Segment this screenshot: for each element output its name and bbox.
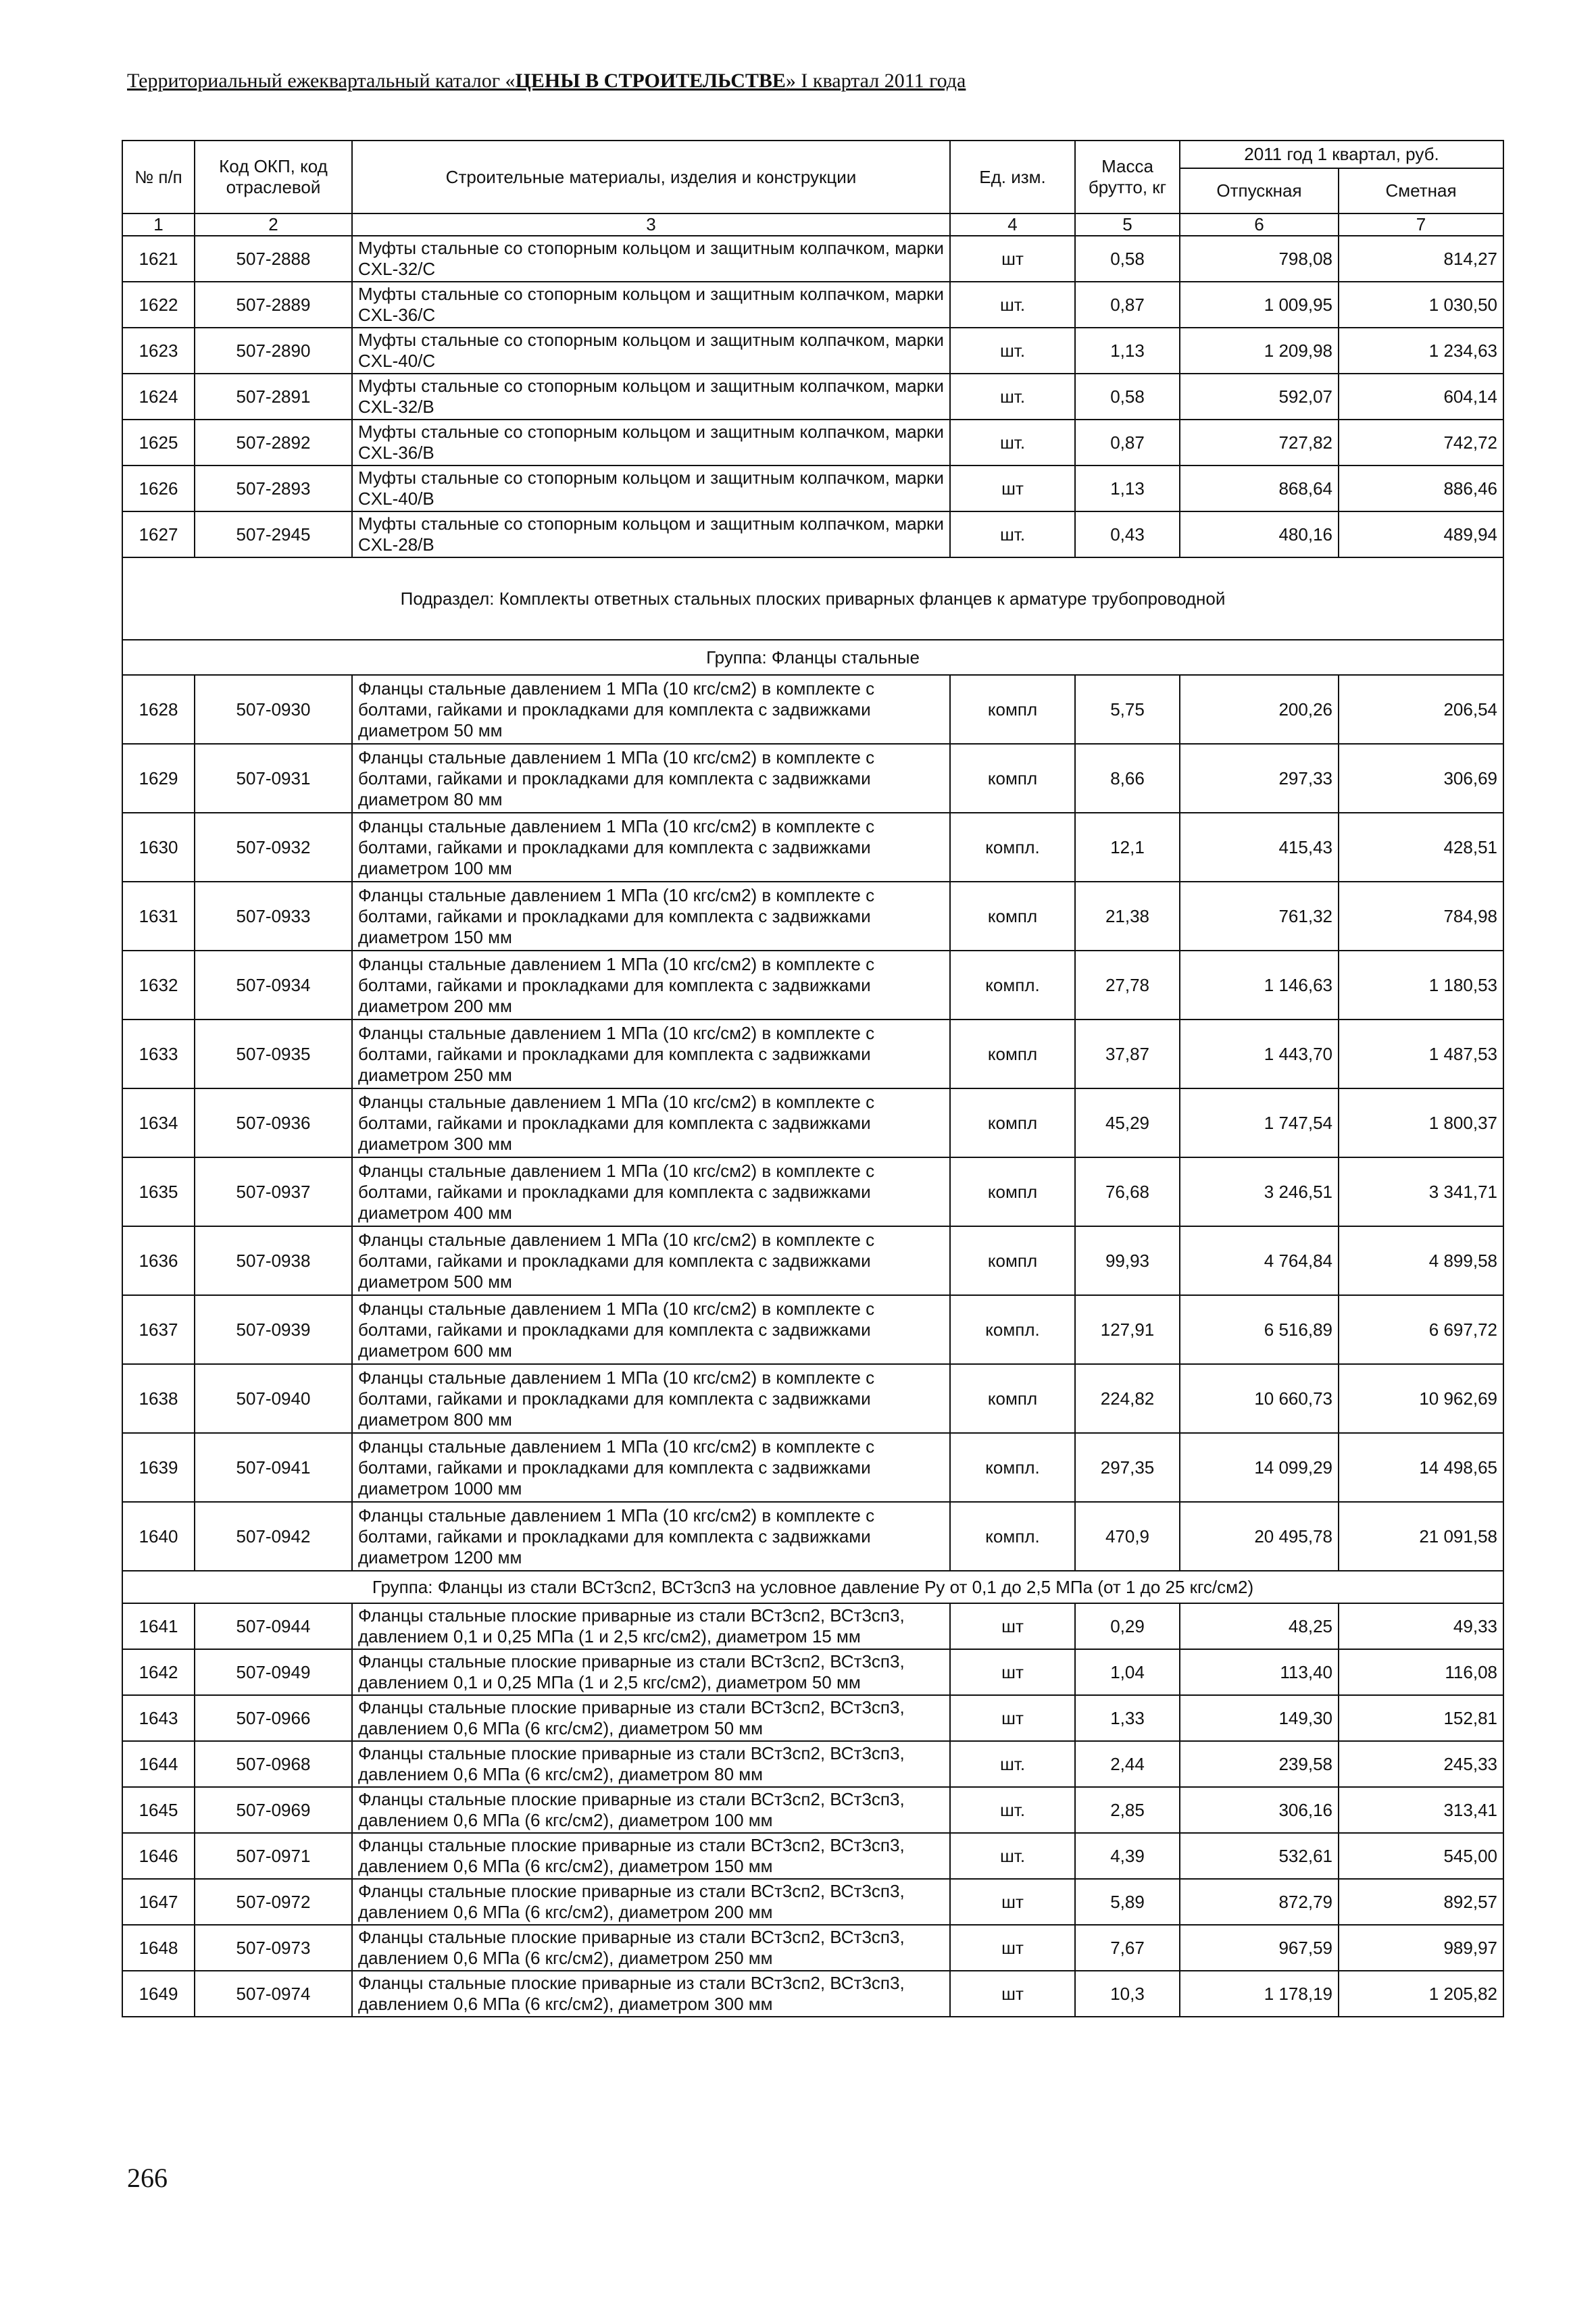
- estimate-price: 1 800,37: [1339, 1088, 1503, 1157]
- gross-mass: 21,38: [1075, 882, 1180, 951]
- product-name: Фланцы стальные плоские приварные из стали ВСт3сп2, ВСт3сп3, давлением 0,1 и 0,25 МПа (1 и 2,5 кгс/см2), диаметром 15 мм: [352, 1603, 950, 1649]
- table-row: [122, 744, 1503, 813]
- gross-mass: 76,68: [1075, 1157, 1180, 1226]
- col-header-mass: Масса брутто, кг: [1075, 141, 1180, 213]
- gross-mass: 45,29: [1075, 1088, 1180, 1157]
- product-name: Муфты стальные со стопорным кольцом и защитным колпачком, марки CXL-28/B: [352, 511, 950, 557]
- product-name: Фланцы стальные плоские приварные из стали ВСт3сп2, ВСт3сп3, давлением 0,6 МПа (6 кгс/см2), диаметром 80 мм: [352, 1741, 950, 1787]
- gross-mass: 0,87: [1075, 282, 1180, 328]
- gross-mass: 1,04: [1075, 1649, 1180, 1695]
- row-number: 1628: [122, 675, 195, 744]
- estimate-price: 6 697,72: [1339, 1295, 1503, 1364]
- unit: компл.: [950, 1295, 1075, 1364]
- unit: компл.: [950, 1433, 1075, 1502]
- product-name: Фланцы стальные давлением 1 МПа (10 кгс/см2) в комплекте с болтами, гайками и прокладками для комплекта с задвижками диаметром 150 мм: [352, 882, 950, 951]
- product-code: 507-2892: [195, 420, 352, 466]
- group-title-row: [122, 640, 1503, 675]
- col-header-name: Строительные материалы, изделия и конструкции: [352, 141, 950, 213]
- product-code: 507-0942: [195, 1502, 352, 1571]
- gross-mass: 1,13: [1075, 328, 1180, 374]
- estimate-price: 313,41: [1339, 1787, 1503, 1833]
- estimate-price: 245,33: [1339, 1741, 1503, 1787]
- row-number: 1621: [122, 236, 195, 282]
- group-title-2: Группа: Фланцы из стали ВСт3сп2, ВСт3сп3 на условное давление Ру от 0,1 до 2,5 МПа (от 1 до 25 кгс/см2): [122, 1571, 1503, 1603]
- header-title: ЦЕНЫ В СТРОИТЕЛЬСТВЕ: [515, 70, 786, 92]
- unit: шт: [950, 236, 1075, 282]
- gross-mass: 37,87: [1075, 1020, 1180, 1088]
- header-row: [122, 141, 1503, 168]
- estimate-price: 116,08: [1339, 1649, 1503, 1695]
- table-row: [122, 466, 1503, 511]
- unit: шт.: [950, 374, 1075, 420]
- col-header-period: 2011 год 1 квартал, руб.: [1180, 141, 1503, 168]
- product-code: 507-0934: [195, 951, 352, 1020]
- product-name: Муфты стальные со стопорным кольцом и защитным колпачком, марки CXL-36/C: [352, 282, 950, 328]
- gross-mass: 99,93: [1075, 1226, 1180, 1295]
- estimate-price: 152,81: [1339, 1695, 1503, 1741]
- row-number: 1637: [122, 1295, 195, 1364]
- unit: компл.: [950, 1502, 1075, 1571]
- table-row: [122, 1741, 1503, 1787]
- release-price: 480,16: [1180, 511, 1339, 557]
- gross-mass: 7,67: [1075, 1925, 1180, 1971]
- row-number: 1647: [122, 1879, 195, 1925]
- product-name: Фланцы стальные давлением 1 МПа (10 кгс/см2) в комплекте с болтами, гайками и прокладками для комплекта с задвижками диаметром 80 мм: [352, 744, 950, 813]
- col-index-7: 7: [1339, 213, 1503, 236]
- table-row: [122, 951, 1503, 1020]
- gross-mass: 4,39: [1075, 1833, 1180, 1879]
- row-number: 1646: [122, 1833, 195, 1879]
- estimate-price: 4 899,58: [1339, 1226, 1503, 1295]
- row-number: 1641: [122, 1603, 195, 1649]
- gross-mass: 0,29: [1075, 1603, 1180, 1649]
- unit: компл: [950, 1226, 1075, 1295]
- table-row: [122, 1295, 1503, 1364]
- release-price: 1 146,63: [1180, 951, 1339, 1020]
- row-number: 1639: [122, 1433, 195, 1502]
- table-row: [122, 1364, 1503, 1433]
- gross-mass: 127,91: [1075, 1295, 1180, 1364]
- unit: компл: [950, 1157, 1075, 1226]
- release-price: 761,32: [1180, 882, 1339, 951]
- release-price: 149,30: [1180, 1695, 1339, 1741]
- row-number: 1645: [122, 1787, 195, 1833]
- gross-mass: 5,89: [1075, 1879, 1180, 1925]
- product-name: Фланцы стальные давлением 1 МПа (10 кгс/см2) в комплекте с болтами, гайками и прокладками для комплекта с задвижками диаметром 500 мм: [352, 1226, 950, 1295]
- estimate-price: 1 487,53: [1339, 1020, 1503, 1088]
- release-price: 1 209,98: [1180, 328, 1339, 374]
- release-price: 306,16: [1180, 1787, 1339, 1833]
- table-row: [122, 1502, 1503, 1571]
- release-price: 200,26: [1180, 675, 1339, 744]
- gross-mass: 1,33: [1075, 1695, 1180, 1741]
- release-price: 20 495,78: [1180, 1502, 1339, 1571]
- product-code: 507-0939: [195, 1295, 352, 1364]
- gross-mass: 5,75: [1075, 675, 1180, 744]
- product-name: Фланцы стальные давлением 1 МПа (10 кгс/см2) в комплекте с болтами, гайками и прокладками для комплекта с задвижками диаметром 400 мм: [352, 1157, 950, 1226]
- header-suffix: » I квартал 2011 года: [785, 70, 966, 92]
- unit: шт: [950, 1695, 1075, 1741]
- product-code: 507-0931: [195, 744, 352, 813]
- product-code: 507-0974: [195, 1971, 352, 2017]
- subsection-title-row: [122, 557, 1503, 640]
- product-name: Фланцы стальные давлением 1 МПа (10 кгс/см2) в комплекте с болтами, гайками и прокладками для комплекта с задвижками диаметром 300 мм: [352, 1088, 950, 1157]
- product-code: 507-0969: [195, 1787, 352, 1833]
- product-name: Фланцы стальные плоские приварные из стали ВСт3сп2, ВСт3сп3, давлением 0,6 МПа (6 кгс/см2), диаметром 50 мм: [352, 1695, 950, 1741]
- product-code: 507-2945: [195, 511, 352, 557]
- product-code: 507-2889: [195, 282, 352, 328]
- release-price: 1 009,95: [1180, 282, 1339, 328]
- table-row: [122, 1971, 1503, 2017]
- table-row: [122, 1833, 1503, 1879]
- gross-mass: 12,1: [1075, 813, 1180, 882]
- release-price: 1 443,70: [1180, 1020, 1339, 1088]
- release-price: 967,59: [1180, 1925, 1339, 1971]
- product-code: 507-0941: [195, 1433, 352, 1502]
- col-index-5: 5: [1075, 213, 1180, 236]
- release-price: 872,79: [1180, 1879, 1339, 1925]
- product-code: 507-0936: [195, 1088, 352, 1157]
- unit: шт.: [950, 1833, 1075, 1879]
- table-row: [122, 813, 1503, 882]
- product-name: Фланцы стальные давлением 1 МПа (10 кгс/см2) в комплекте с болтами, гайками и прокладками для комплекта с задвижками диаметром 50 мм: [352, 675, 950, 744]
- row-number: 1640: [122, 1502, 195, 1571]
- product-name: Фланцы стальные плоские приварные из стали ВСт3сп2, ВСт3сп3, давлением 0,1 и 0,25 МПа (1 и 2,5 кгс/см2), диаметром 50 мм: [352, 1649, 950, 1695]
- release-price: 10 660,73: [1180, 1364, 1339, 1433]
- unit: шт: [950, 1649, 1075, 1695]
- product-name: Муфты стальные со стопорным кольцом и защитным колпачком, марки CXL-36/B: [352, 420, 950, 466]
- row-number: 1632: [122, 951, 195, 1020]
- row-number: 1627: [122, 511, 195, 557]
- estimate-price: 14 498,65: [1339, 1433, 1503, 1502]
- row-number: 1634: [122, 1088, 195, 1157]
- table-row: [122, 374, 1503, 420]
- page-header: [127, 70, 966, 93]
- table-row: [122, 1020, 1503, 1088]
- gross-mass: 297,35: [1075, 1433, 1180, 1502]
- estimate-price: 10 962,69: [1339, 1364, 1503, 1433]
- unit: компл: [950, 1364, 1075, 1433]
- product-code: 507-2890: [195, 328, 352, 374]
- table-row: [122, 328, 1503, 374]
- table-row: [122, 1088, 1503, 1157]
- estimate-price: 1 180,53: [1339, 951, 1503, 1020]
- gross-mass: 0,58: [1075, 374, 1180, 420]
- col-header-unit: Ед. изм.: [950, 141, 1075, 213]
- subsection-title: Подраздел: Комплекты ответных стальных плоских приварных фланцев к арматуре трубопроводной: [122, 557, 1503, 640]
- unit: шт: [950, 466, 1075, 511]
- table-row: [122, 1433, 1503, 1502]
- table-row: [122, 420, 1503, 466]
- row-number: 1643: [122, 1695, 195, 1741]
- release-price: 1 747,54: [1180, 1088, 1339, 1157]
- estimate-price: 428,51: [1339, 813, 1503, 882]
- product-name: Фланцы стальные плоские приварные из стали ВСт3сп2, ВСт3сп3, давлением 0,6 МПа (6 кгс/см2), диаметром 250 мм: [352, 1925, 950, 1971]
- product-code: 507-0973: [195, 1925, 352, 1971]
- row-number: 1625: [122, 420, 195, 466]
- product-name: Муфты стальные со стопорным кольцом и защитным колпачком, марки CXL-40/C: [352, 328, 950, 374]
- gross-mass: 0,58: [1075, 236, 1180, 282]
- release-price: 727,82: [1180, 420, 1339, 466]
- table-row: [122, 1925, 1503, 1971]
- estimate-price: 892,57: [1339, 1879, 1503, 1925]
- group-title: Группа: Фланцы стальные: [122, 640, 1503, 675]
- product-name: Фланцы стальные давлением 1 МПа (10 кгс/см2) в комплекте с болтами, гайками и прокладками для комплекта с задвижками диаметром 1200 мм: [352, 1502, 950, 1571]
- table-row: [122, 1649, 1503, 1695]
- row-number: 1622: [122, 282, 195, 328]
- row-number: 1631: [122, 882, 195, 951]
- unit: шт: [950, 1925, 1075, 1971]
- col-index-2: 2: [195, 213, 352, 236]
- release-price: 1 178,19: [1180, 1971, 1339, 2017]
- row-number: 1633: [122, 1020, 195, 1088]
- release-price: 14 099,29: [1180, 1433, 1339, 1502]
- table-row: [122, 1695, 1503, 1741]
- table-row: [122, 882, 1503, 951]
- unit: компл.: [950, 951, 1075, 1020]
- col-header-num: № п/п: [122, 141, 195, 213]
- group-title-2-row: [122, 1571, 1503, 1603]
- product-name: Муфты стальные со стопорным кольцом и защитным колпачком, марки CXL-40/B: [352, 466, 950, 511]
- release-price: 6 516,89: [1180, 1295, 1339, 1364]
- row-number: 1638: [122, 1364, 195, 1433]
- product-name: Фланцы стальные плоские приварные из стали ВСт3сп2, ВСт3сп3, давлением 0,6 МПа (6 кгс/см2), диаметром 200 мм: [352, 1879, 950, 1925]
- product-code: 507-0940: [195, 1364, 352, 1433]
- release-price: 297,33: [1180, 744, 1339, 813]
- unit: компл: [950, 744, 1075, 813]
- product-code: 507-0944: [195, 1603, 352, 1649]
- product-name: Фланцы стальные плоские приварные из стали ВСт3сп2, ВСт3сп3, давлением 0,6 МПа (6 кгс/см2), диаметром 100 мм: [352, 1787, 950, 1833]
- unit: шт.: [950, 1741, 1075, 1787]
- product-name: Фланцы стальные давлением 1 МПа (10 кгс/см2) в комплекте с болтами, гайками и прокладками для комплекта с задвижками диаметром 800 мм: [352, 1364, 950, 1433]
- estimate-price: 21 091,58: [1339, 1502, 1503, 1571]
- unit: шт.: [950, 420, 1075, 466]
- product-code: 507-2893: [195, 466, 352, 511]
- gross-mass: 470,9: [1075, 1502, 1180, 1571]
- unit: компл: [950, 1020, 1075, 1088]
- estimate-price: 3 341,71: [1339, 1157, 1503, 1226]
- col-index-6: 6: [1180, 213, 1339, 236]
- release-price: 239,58: [1180, 1741, 1339, 1787]
- estimate-price: 784,98: [1339, 882, 1503, 951]
- product-name: Фланцы стальные давлением 1 МПа (10 кгс/см2) в комплекте с болтами, гайками и прокладками для комплекта с задвижками диаметром 100 мм: [352, 813, 950, 882]
- catalog-body: [122, 141, 1503, 2017]
- estimate-price: 814,27: [1339, 236, 1503, 282]
- release-price: 415,43: [1180, 813, 1339, 882]
- product-code: 507-0930: [195, 675, 352, 744]
- release-price: 798,08: [1180, 236, 1339, 282]
- row-number: 1649: [122, 1971, 195, 2017]
- product-name: Фланцы стальные давлением 1 МПа (10 кгс/см2) в комплекте с болтами, гайками и прокладками для комплекта с задвижками диаметром 200 мм: [352, 951, 950, 1020]
- col-header-release: Отпускная: [1180, 168, 1339, 213]
- estimate-price: 49,33: [1339, 1603, 1503, 1649]
- estimate-price: 489,94: [1339, 511, 1503, 557]
- gross-mass: 2,44: [1075, 1741, 1180, 1787]
- row-number: 1626: [122, 466, 195, 511]
- product-code: 507-0966: [195, 1695, 352, 1741]
- unit: шт: [950, 1879, 1075, 1925]
- estimate-price: 886,46: [1339, 466, 1503, 511]
- row-number: 1629: [122, 744, 195, 813]
- product-code: 507-0935: [195, 1020, 352, 1088]
- unit: шт.: [950, 282, 1075, 328]
- page-number: 266: [127, 2163, 168, 2193]
- release-price: 532,61: [1180, 1833, 1339, 1879]
- unit: шт.: [950, 511, 1075, 557]
- table-row: [122, 282, 1503, 328]
- gross-mass: 0,87: [1075, 420, 1180, 466]
- release-price: 868,64: [1180, 466, 1339, 511]
- table-row: [122, 1603, 1503, 1649]
- gross-mass: 10,3: [1075, 1971, 1180, 2017]
- product-name: Муфты стальные со стопорным кольцом и защитным колпачком, марки CXL-32/B: [352, 374, 950, 420]
- unit: компл: [950, 1088, 1075, 1157]
- estimate-price: 989,97: [1339, 1925, 1503, 1971]
- col-index-3: 3: [352, 213, 950, 236]
- col-header-code: Код ОКП, код отраслевой: [195, 141, 352, 213]
- unit: шт.: [950, 328, 1075, 374]
- product-name: Фланцы стальные давлением 1 МПа (10 кгс/см2) в комплекте с болтами, гайками и прокладками для комплекта с задвижками диаметром 250 мм: [352, 1020, 950, 1088]
- catalog-table: [122, 140, 1504, 2017]
- unit: компл: [950, 675, 1075, 744]
- estimate-price: 604,14: [1339, 374, 1503, 420]
- unit: шт: [950, 1603, 1075, 1649]
- product-code: 507-0968: [195, 1741, 352, 1787]
- header-prefix: Территориальный ежеквартальный каталог «: [127, 70, 516, 92]
- gross-mass: 2,85: [1075, 1787, 1180, 1833]
- estimate-price: 545,00: [1339, 1833, 1503, 1879]
- unit: шт.: [950, 1787, 1075, 1833]
- gross-mass: 8,66: [1075, 744, 1180, 813]
- unit: компл: [950, 882, 1075, 951]
- unit: шт: [950, 1971, 1075, 2017]
- gross-mass: 1,13: [1075, 466, 1180, 511]
- table-row: [122, 1879, 1503, 1925]
- release-price: 4 764,84: [1180, 1226, 1339, 1295]
- gross-mass: 27,78: [1075, 951, 1180, 1020]
- product-name: Фланцы стальные плоские приварные из стали ВСт3сп2, ВСт3сп3, давлением 0,6 МПа (6 кгс/см2), диаметром 150 мм: [352, 1833, 950, 1879]
- column-index-row: [122, 213, 1503, 236]
- estimate-price: 1 205,82: [1339, 1971, 1503, 2017]
- col-index-4: 4: [950, 213, 1075, 236]
- unit: компл.: [950, 813, 1075, 882]
- table-row: [122, 1226, 1503, 1295]
- release-price: 113,40: [1180, 1649, 1339, 1695]
- product-code: 507-0949: [195, 1649, 352, 1695]
- table-row: [122, 236, 1503, 282]
- estimate-price: 206,54: [1339, 675, 1503, 744]
- table-row: [122, 1157, 1503, 1226]
- product-name: Фланцы стальные давлением 1 МПа (10 кгс/см2) в комплекте с болтами, гайками и прокладками для комплекта с задвижками диаметром 1000 мм: [352, 1433, 950, 1502]
- table-row: [122, 1787, 1503, 1833]
- estimate-price: 1 030,50: [1339, 282, 1503, 328]
- gross-mass: 224,82: [1075, 1364, 1180, 1433]
- release-price: 3 246,51: [1180, 1157, 1339, 1226]
- row-number: 1648: [122, 1925, 195, 1971]
- col-header-estimate: Сметная: [1339, 168, 1503, 213]
- product-code: 507-0937: [195, 1157, 352, 1226]
- row-number: 1635: [122, 1157, 195, 1226]
- row-number: 1623: [122, 328, 195, 374]
- product-code: 507-0971: [195, 1833, 352, 1879]
- estimate-price: 742,72: [1339, 420, 1503, 466]
- product-code: 507-0932: [195, 813, 352, 882]
- row-number: 1642: [122, 1649, 195, 1695]
- col-index-1: 1: [122, 213, 195, 236]
- table-row: [122, 511, 1503, 557]
- product-code: 507-2891: [195, 374, 352, 420]
- product-name: Фланцы стальные плоские приварные из стали ВСт3сп2, ВСт3сп3, давлением 0,6 МПа (6 кгс/см2), диаметром 300 мм: [352, 1971, 950, 2017]
- table-row: [122, 675, 1503, 744]
- row-number: 1644: [122, 1741, 195, 1787]
- release-price: 592,07: [1180, 374, 1339, 420]
- row-number: 1636: [122, 1226, 195, 1295]
- gross-mass: 0,43: [1075, 511, 1180, 557]
- row-number: 1624: [122, 374, 195, 420]
- product-name: Фланцы стальные давлением 1 МПа (10 кгс/см2) в комплекте с болтами, гайками и прокладками для комплекта с задвижками диаметром 600 мм: [352, 1295, 950, 1364]
- release-price: 48,25: [1180, 1603, 1339, 1649]
- product-name: Муфты стальные со стопорным кольцом и защитным колпачком, марки CXL-32/C: [352, 236, 950, 282]
- product-code: 507-0972: [195, 1879, 352, 1925]
- product-code: 507-0938: [195, 1226, 352, 1295]
- product-code: 507-0933: [195, 882, 352, 951]
- row-number: 1630: [122, 813, 195, 882]
- product-code: 507-2888: [195, 236, 352, 282]
- estimate-price: 306,69: [1339, 744, 1503, 813]
- estimate-price: 1 234,63: [1339, 328, 1503, 374]
